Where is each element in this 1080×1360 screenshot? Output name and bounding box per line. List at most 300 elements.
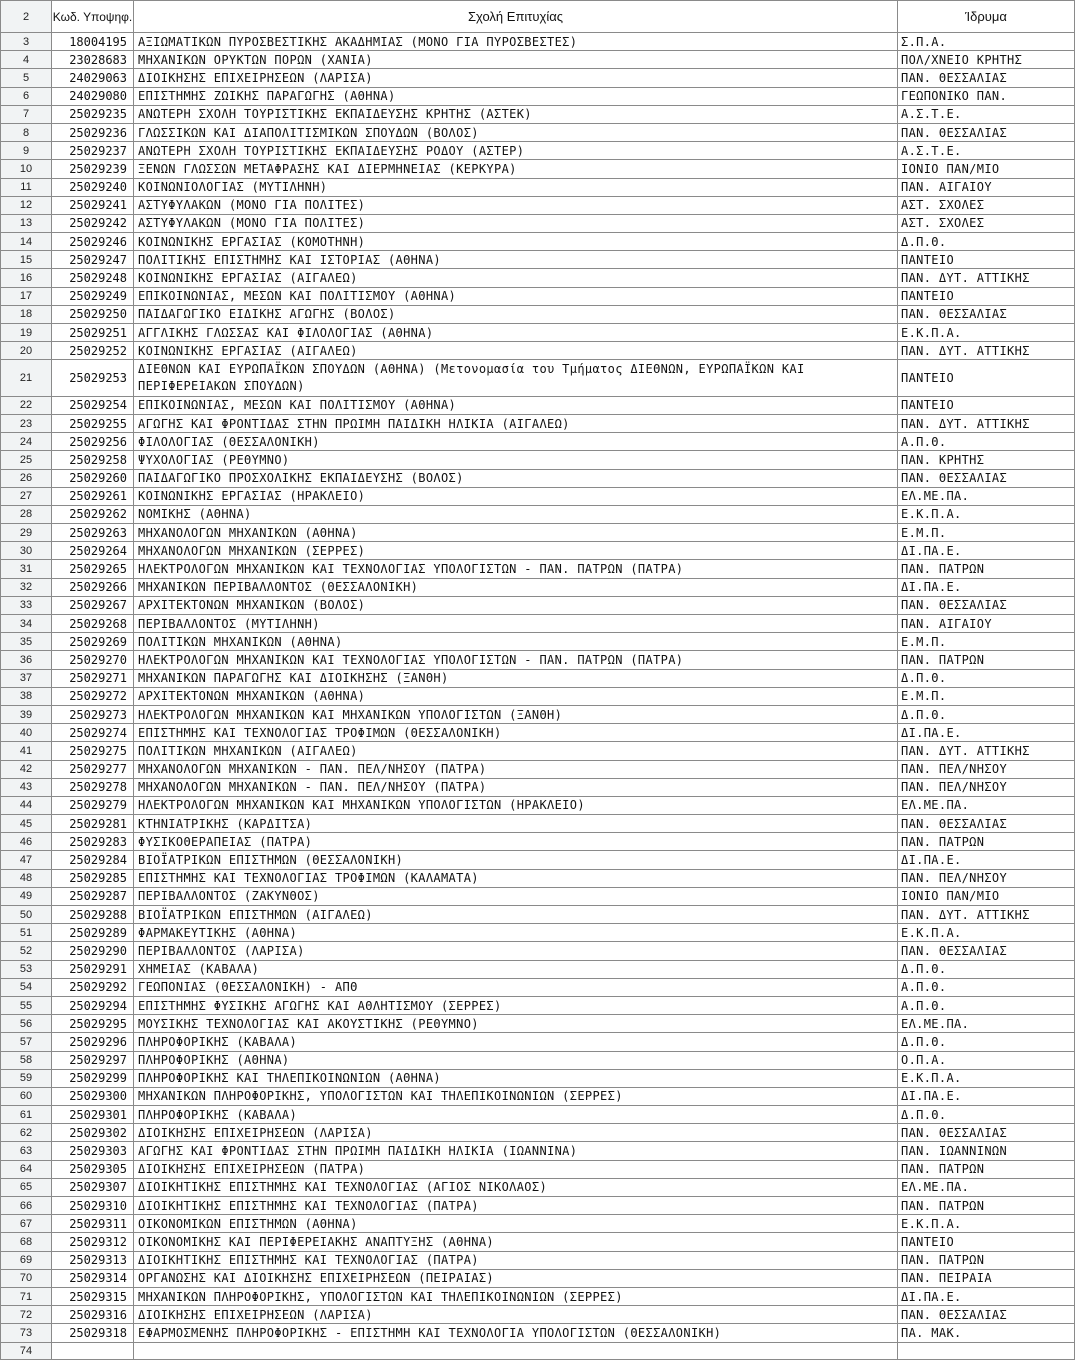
table-row [1, 1306, 1075, 1324]
institution-cell[interactable]: ΔΙ.ΠΑ.Ε. [898, 851, 1075, 869]
row-number[interactable]: 31 [1, 560, 52, 578]
row-number[interactable]: 3 [1, 33, 52, 51]
candidate-code-cell[interactable]: 25029291 [52, 960, 134, 978]
institution-cell[interactable]: ΠΑΝ. ΔΥΤ. ΑΤΤΙΚΗΣ [898, 269, 1075, 287]
school-cell[interactable]: ΠΛΗΡΟΦΟΡΙΚΗΣ (ΑΘΗΝΑ) [134, 1051, 898, 1069]
institution-cell[interactable]: ΠΑΝ. ΠΑΤΡΩΝ [898, 833, 1075, 851]
school-cell[interactable]: ΠΕΡΙΒΑΛΛΟΝΤΟΣ (ΛΑΡΙΣΑ) [134, 942, 898, 960]
candidate-code-cell[interactable]: 25029271 [52, 669, 134, 687]
school-cell[interactable]: ΜΗΧΑΝΙΚΩΝ ΠΕΡΙΒΑΛΛΟΝΤΟΣ (ΘΕΣΣΑΛΟΝΙΚΗ) [134, 578, 898, 596]
institution-cell[interactable]: Σ.Π.Α. [898, 33, 1075, 51]
school-cell[interactable]: ΕΠΙΣΤΗΜΗΣ ΚΑΙ ΤΕΧΝΟΛΟΓΙΑΣ ΤΡΟΦΙΜΩΝ (ΘΕΣΣΑΛΟΝΙΚΗ) [134, 724, 898, 742]
row-number[interactable]: 15 [1, 251, 52, 269]
school-cell[interactable]: ΑΞΙΩΜΑΤΙΚΩΝ ΠΥΡΟΣΒΕΣΤΙΚΗΣ ΑΚΑΔΗΜΙΑΣ (ΜΟΝΟ ΓΙΑ ΠΥΡΟΣΒΕΣΤΕΣ) [134, 33, 898, 51]
row-number[interactable]: 70 [1, 1269, 52, 1287]
row-number[interactable]: 16 [1, 269, 52, 287]
candidate-code-cell[interactable]: 25029288 [52, 906, 134, 924]
institution-cell[interactable]: ΙΟΝΙΟ ΠΑΝ/ΜΙΟ [898, 160, 1075, 178]
header-candidate-code[interactable]: Κωδ. Υποψηφ. [52, 1, 134, 33]
row-number[interactable]: 6 [1, 87, 52, 105]
institution-cell[interactable]: Ε.Κ.Π.Α. [898, 1215, 1075, 1233]
institution-cell[interactable]: ΑΣΤ. ΣΧΟΛΕΣ [898, 214, 1075, 232]
school-cell[interactable]: ΠΛΗΡΟΦΟΡΙΚΗΣ (ΚΑΒΑΛΑ) [134, 1033, 898, 1051]
candidate-code-cell[interactable]: 25029302 [52, 1124, 134, 1142]
row-number[interactable]: 60 [1, 1087, 52, 1105]
candidate-code-cell[interactable]: 25029269 [52, 633, 134, 651]
row-number[interactable]: 35 [1, 633, 52, 651]
row-number[interactable]: 2 [1, 1, 52, 33]
candidate-code-cell[interactable]: 25029249 [52, 287, 134, 305]
row-number[interactable]: 51 [1, 924, 52, 942]
row-number[interactable]: 52 [1, 942, 52, 960]
row-number[interactable]: 45 [1, 815, 52, 833]
candidate-code-cell[interactable]: 25029237 [52, 142, 134, 160]
row-number[interactable]: 29 [1, 524, 52, 542]
candidate-code-cell[interactable]: 25029253 [52, 360, 134, 396]
school-cell[interactable]: ΔΙΟΙΚΗΤΙΚΗΣ ΕΠΙΣΤΗΜΗΣ ΚΑΙ ΤΕΧΝΟΛΟΓΙΑΣ (ΠΑΤΡΑ) [134, 1251, 898, 1269]
row-number[interactable]: 24 [1, 433, 52, 451]
table-row [1, 1142, 1075, 1160]
institution-cell[interactable]: ΠΑΝ. ΠΑΤΡΩΝ [898, 560, 1075, 578]
institution-cell[interactable]: ΠΑΝ. ΔΥΤ. ΑΤΤΙΚΗΣ [898, 342, 1075, 360]
row-number[interactable]: 14 [1, 233, 52, 251]
row-number[interactable]: 65 [1, 1178, 52, 1196]
institution-cell[interactable]: Ο.Π.Α. [898, 1051, 1075, 1069]
row-number[interactable]: 17 [1, 287, 52, 305]
institution-cell[interactable]: ΠΑΝ. ΠΑΤΡΩΝ [898, 1251, 1075, 1269]
candidate-code-cell[interactable]: 25029287 [52, 887, 134, 905]
school-cell[interactable]: ΦΙΛΟΛΟΓΙΑΣ (ΘΕΣΣΑΛΟΝΙΚΗ) [134, 433, 898, 451]
candidate-code-cell[interactable]: 25029279 [52, 796, 134, 814]
institution-cell[interactable]: ΔΙ.ΠΑ.Ε. [898, 542, 1075, 560]
candidate-code-cell[interactable]: 24029063 [52, 69, 134, 87]
institution-cell[interactable]: ΕΛ.ΜΕ.ΠΑ. [898, 796, 1075, 814]
school-cell[interactable]: ΠΑΙΔΑΓΩΓΙΚΟ ΠΡΟΣΧΟΛΙΚΗΣ ΕΚΠΑΙΔΕΥΣΗΣ (ΒΟΛΟΣ) [134, 469, 898, 487]
candidate-code-cell[interactable]: 25029240 [52, 178, 134, 196]
institution-cell[interactable]: ΠΑΝ. ΘΕΣΣΑΛΙΑΣ [898, 596, 1075, 614]
candidate-code-cell[interactable]: 25029315 [52, 1287, 134, 1305]
institution-cell[interactable]: ΠΑΝ. ΠΕΛ/ΝΗΣΟΥ [898, 869, 1075, 887]
school-cell[interactable]: ΗΛΕΚΤΡΟΛΟΓΩΝ ΜΗΧΑΝΙΚΩΝ ΚΑΙ ΜΗΧΑΝΙΚΩΝ ΥΠΟΛΟΓΙΣΤΩΝ (ΗΡΑΚΛΕΙΟ) [134, 796, 898, 814]
candidate-code-cell[interactable]: 24029080 [52, 87, 134, 105]
school-cell[interactable]: ΑΣΤΥΦΥΛΑΚΩΝ (ΜΟΝΟ ΓΙΑ ΠΟΛΙΤΕΣ) [134, 196, 898, 214]
school-cell[interactable]: ΚΤΗΝΙΑΤΡΙΚΗΣ (ΚΑΡΔΙΤΣΑ) [134, 815, 898, 833]
school-cell[interactable]: ΕΠΙΣΤΗΜΗΣ ΦΥΣΙΚΗΣ ΑΓΩΓΗΣ ΚΑΙ ΑΘΛΗΤΙΣΜΟΥ (ΣΕΡΡΕΣ) [134, 996, 898, 1014]
candidate-code-cell[interactable]: 25029247 [52, 251, 134, 269]
institution-cell[interactable]: Ε.Μ.Π. [898, 633, 1075, 651]
school-cell[interactable]: ΗΛΕΚΤΡΟΛΟΓΩΝ ΜΗΧΑΝΙΚΩΝ ΚΑΙ ΤΕΧΝΟΛΟΓΙΑΣ ΥΠΟΛΟΓΙΣΤΩΝ - ΠΑΝ. ΠΑΤΡΩΝ (ΠΑΤΡΑ) [134, 651, 898, 669]
institution-cell[interactable]: ΕΛ.ΜΕ.ΠΑ. [898, 487, 1075, 505]
table-row [1, 251, 1075, 269]
row-number[interactable]: 40 [1, 724, 52, 742]
school-cell[interactable]: ΔΙΟΙΚΗΣΗΣ ΕΠΙΧΕΙΡΗΣΕΩΝ (ΛΑΡΙΣΑ) [134, 1124, 898, 1142]
candidate-code-cell[interactable]: 25029260 [52, 469, 134, 487]
school-cell[interactable]: ΓΕΩΠΟΝΙΑΣ (ΘΕΣΣΑΛΟΝΙΚΗ) - ΑΠΘ [134, 978, 898, 996]
candidate-code-cell[interactable]: 25029303 [52, 1142, 134, 1160]
institution-cell[interactable]: ΠΑΝ. ΘΕΣΣΑΛΙΑΣ [898, 123, 1075, 141]
candidate-code-cell[interactable]: 25029248 [52, 269, 134, 287]
institution-cell[interactable]: Α.Σ.Τ.Ε. [898, 142, 1075, 160]
row-number[interactable]: 13 [1, 214, 52, 232]
institution-cell[interactable]: ΠΟΛ/ΧΝΕΙΟ ΚΡΗΤΗΣ [898, 51, 1075, 69]
institution-cell[interactable]: ΓΕΩΠΟΝΙΚΟ ΠΑΝ. [898, 87, 1075, 105]
institution-cell[interactable]: Δ.Π.Θ. [898, 233, 1075, 251]
table-row [1, 815, 1075, 833]
school-cell[interactable]: ΜΗΧΑΝΙΚΩΝ ΠΑΡΑΓΩΓΗΣ ΚΑΙ ΔΙΟΙΚΗΣΗΣ (ΞΑΝΘΗ) [134, 669, 898, 687]
candidate-code-cell[interactable]: 25029307 [52, 1178, 134, 1196]
school-cell[interactable]: ΠΕΡΙΒΑΛΛΟΝΤΟΣ (ΖΑΚΥΝΘΟΣ) [134, 887, 898, 905]
school-cell[interactable]: ΕΠΙΣΤΗΜΗΣ ΖΩΙΚΗΣ ΠΑΡΑΓΩΓΗΣ (ΑΘΗΝΑ) [134, 87, 898, 105]
row-number[interactable]: 11 [1, 178, 52, 196]
candidate-code-cell[interactable]: 25029313 [52, 1251, 134, 1269]
candidate-code-cell[interactable]: 25029273 [52, 705, 134, 723]
school-cell[interactable]: ΗΛΕΚΤΡΟΛΟΓΩΝ ΜΗΧΑΝΙΚΩΝ ΚΑΙ ΜΗΧΑΝΙΚΩΝ ΥΠΟΛΟΓΙΣΤΩΝ (ΞΑΝΘΗ) [134, 705, 898, 723]
institution-cell[interactable]: Α.Π.Θ. [898, 433, 1075, 451]
school-cell[interactable]: ΠΑΙΔΑΓΩΓΙΚΟ ΕΙΔΙΚΗΣ ΑΓΩΓΗΣ (ΒΟΛΟΣ) [134, 305, 898, 323]
row-number[interactable]: 61 [1, 1106, 52, 1124]
school-cell[interactable]: ΚΟΙΝΩΝΙΟΛΟΓΙΑΣ (ΜΥΤΙΛΗΝΗ) [134, 178, 898, 196]
institution-cell[interactable]: Ε.Μ.Π. [898, 687, 1075, 705]
institution-cell[interactable]: Ε.Κ.Π.Α. [898, 1069, 1075, 1087]
candidate-code-cell[interactable]: 25029312 [52, 1233, 134, 1251]
candidate-code-cell[interactable]: 23028683 [52, 51, 134, 69]
school-cell[interactable]: ΚΟΙΝΩΝΙΚΗΣ ΕΡΓΑΣΙΑΣ (ΑΙΓΑΛΕΩ) [134, 269, 898, 287]
candidate-code-cell[interactable] [52, 1342, 134, 1359]
row-number[interactable]: 18 [1, 305, 52, 323]
candidate-code-cell[interactable]: 25029254 [52, 396, 134, 414]
school-cell[interactable]: ΑΡΧΙΤΕΚΤΟΝΩΝ ΜΗΧΑΝΙΚΩΝ (ΒΟΛΟΣ) [134, 596, 898, 614]
school-cell[interactable]: ΔΙΟΙΚΗΣΗΣ ΕΠΙΧΕΙΡΗΣΕΩΝ (ΛΑΡΙΣΑ) [134, 69, 898, 87]
school-cell[interactable]: ΔΙΟΙΚΗΣΗΣ ΕΠΙΧΕΙΡΗΣΕΩΝ (ΠΑΤΡΑ) [134, 1160, 898, 1178]
candidate-code-cell[interactable]: 25029299 [52, 1069, 134, 1087]
row-number[interactable]: 73 [1, 1324, 52, 1342]
school-cell[interactable]: ΑΓΓΛΙΚΗΣ ΓΛΩΣΣΑΣ ΚΑΙ ΦΙΛΟΛΟΓΙΑΣ (ΑΘΗΝΑ) [134, 324, 898, 342]
row-number[interactable]: 63 [1, 1142, 52, 1160]
row-number[interactable]: 21 [1, 360, 52, 396]
institution-cell[interactable]: ΠΑΝΤΕΙΟ [898, 1233, 1075, 1251]
candidate-code-cell[interactable]: 25029314 [52, 1269, 134, 1287]
row-number[interactable]: 43 [1, 778, 52, 796]
school-cell[interactable]: ΔΙΕΘΝΩΝ ΚΑΙ ΕΥΡΩΠΑΪΚΩΝ ΣΠΟΥΔΩΝ (ΑΘΗΝΑ) (Μετονομασία του Τμήματος ΔΙΕΘΝΩΝ, ΕΥΡΩΠΑΪΚΩΝ ΚΑΙ ΠΕΡΙΦΕΡΕΙΑΚΩΝ ΣΠΟΥΔΩΝ) [134, 360, 898, 396]
school-cell[interactable]: ΓΛΩΣΣΙΚΩΝ ΚΑΙ ΔΙΑΠΟΛΙΤΙΣΜΙΚΩΝ ΣΠΟΥΔΩΝ (ΒΟΛΟΣ) [134, 123, 898, 141]
row-number[interactable]: 71 [1, 1287, 52, 1305]
candidate-code-cell[interactable]: 18004195 [52, 33, 134, 51]
institution-cell[interactable]: Α.Σ.Τ.Ε. [898, 105, 1075, 123]
table-row [1, 1033, 1075, 1051]
school-cell[interactable]: ΔΙΟΙΚΗΤΙΚΗΣ ΕΠΙΣΤΗΜΗΣ ΚΑΙ ΤΕΧΝΟΛΟΓΙΑΣ (ΠΑΤΡΑ) [134, 1197, 898, 1215]
school-cell[interactable]: ΜΗΧΑΝΙΚΩΝ ΠΛΗΡΟΦΟΡΙΚΗΣ, ΥΠΟΛΟΓΙΣΤΩΝ ΚΑΙ ΤΗΛΕΠΙΚΟΙΝΩΝΙΩΝ (ΣΕΡΡΕΣ) [134, 1087, 898, 1105]
row-number[interactable]: 44 [1, 796, 52, 814]
school-cell[interactable]: ΠΛΗΡΟΦΟΡΙΚΗΣ (ΚΑΒΑΛΑ) [134, 1106, 898, 1124]
institution-cell[interactable]: ΠΑΝ. ΔΥΤ. ΑΤΤΙΚΗΣ [898, 906, 1075, 924]
row-number[interactable]: 67 [1, 1215, 52, 1233]
school-cell[interactable]: ΒΙΟΪΑΤΡΙΚΩΝ ΕΠΙΣΤΗΜΩΝ (ΑΙΓΑΛΕΩ) [134, 906, 898, 924]
row-number[interactable]: 33 [1, 596, 52, 614]
school-cell[interactable]: ΕΠΙΚΟΙΝΩΝΙΑΣ, ΜΕΣΩΝ ΚΑΙ ΠΟΛΙΤΙΣΜΟΥ (ΑΘΗΝΑ) [134, 287, 898, 305]
candidate-code-cell[interactable]: 25029272 [52, 687, 134, 705]
school-cell[interactable]: ΑΓΩΓΗΣ ΚΑΙ ΦΡΟΝΤΙΔΑΣ ΣΤΗΝ ΠΡΩΙΜΗ ΠΑΙΔΙΚΗ ΗΛΙΚΙΑ (ΙΩΑΝΝΙΝΑ) [134, 1142, 898, 1160]
table-row [1, 705, 1075, 723]
row-number[interactable]: 49 [1, 887, 52, 905]
row-number[interactable]: 64 [1, 1160, 52, 1178]
school-cell[interactable]: ΧΗΜΕΙΑΣ (ΚΑΒΑΛΑ) [134, 960, 898, 978]
school-cell[interactable]: ΚΟΙΝΩΝΙΚΗΣ ΕΡΓΑΣΙΑΣ (ΗΡΑΚΛΕΙΟ) [134, 487, 898, 505]
institution-cell[interactable]: ΠΑΝΤΕΙΟ [898, 287, 1075, 305]
row-number[interactable]: 55 [1, 996, 52, 1014]
institution-cell[interactable]: Ε.Κ.Π.Α. [898, 505, 1075, 523]
institution-cell[interactable]: ΠΑΝ. ΔΥΤ. ΑΤΤΙΚΗΣ [898, 414, 1075, 432]
candidate-code-cell[interactable]: 25029250 [52, 305, 134, 323]
row-number[interactable]: 74 [1, 1342, 52, 1359]
candidate-code-cell[interactable]: 25029283 [52, 833, 134, 851]
header-school[interactable]: Σχολή Επιτυχίας [134, 1, 898, 33]
school-cell[interactable]: ΝΟΜΙΚΗΣ (ΑΘΗΝΑ) [134, 505, 898, 523]
school-cell[interactable] [134, 1342, 898, 1359]
row-number[interactable]: 46 [1, 833, 52, 851]
candidate-code-cell[interactable]: 25029301 [52, 1106, 134, 1124]
institution-cell[interactable]: ΕΛ.ΜΕ.ΠΑ. [898, 1015, 1075, 1033]
candidate-code-cell[interactable]: 25029261 [52, 487, 134, 505]
institution-cell[interactable]: ΠΑΝ. ΘΕΣΣΑΛΙΑΣ [898, 942, 1075, 960]
candidate-code-cell[interactable]: 25029236 [52, 123, 134, 141]
school-cell[interactable]: ΟΙΚΟΝΟΜΙΚΗΣ ΚΑΙ ΠΕΡΙΦΕΡΕΙΑΚΗΣ ΑΝΑΠΤΥΞΗΣ (ΑΘΗΝΑ) [134, 1233, 898, 1251]
candidate-code-cell[interactable]: 25029264 [52, 542, 134, 560]
candidate-code-cell[interactable]: 25029289 [52, 924, 134, 942]
row-number[interactable]: 7 [1, 105, 52, 123]
institution-cell[interactable]: ΠΑΝΤΕΙΟ [898, 251, 1075, 269]
school-cell[interactable]: ΕΠΙΣΤΗΜΗΣ ΚΑΙ ΤΕΧΝΟΛΟΓΙΑΣ ΤΡΟΦΙΜΩΝ (ΚΑΛΑΜΑΤΑ) [134, 869, 898, 887]
candidate-code-cell[interactable]: 25029285 [52, 869, 134, 887]
school-cell[interactable]: ΑΝΩΤΕΡΗ ΣΧΟΛΗ ΤΟΥΡΙΣΤΙΚΗΣ ΕΚΠΑΙΔΕΥΣΗΣ ΡΟΔΟΥ (ΑΣΤΕΡ) [134, 142, 898, 160]
candidate-code-cell[interactable]: 25029235 [52, 105, 134, 123]
candidate-code-cell[interactable]: 25029278 [52, 778, 134, 796]
institution-cell[interactable]: ΠΑΝ. ΘΕΣΣΑΛΙΑΣ [898, 469, 1075, 487]
school-cell[interactable]: ΠΟΛΙΤΙΚΩΝ ΜΗΧΑΝΙΚΩΝ (ΑΙΓΑΛΕΩ) [134, 742, 898, 760]
institution-cell[interactable]: ΠΑΝ. ΔΥΤ. ΑΤΤΙΚΗΣ [898, 742, 1075, 760]
row-number[interactable]: 58 [1, 1051, 52, 1069]
institution-cell[interactable]: ΠΑΝ. ΘΕΣΣΑΛΙΑΣ [898, 305, 1075, 323]
row-number[interactable]: 22 [1, 396, 52, 414]
row-number[interactable]: 53 [1, 960, 52, 978]
header-institution[interactable]: Ίδρυμα [898, 1, 1075, 33]
row-number[interactable]: 5 [1, 69, 52, 87]
candidate-code-cell[interactable]: 25029241 [52, 196, 134, 214]
institution-cell[interactable]: ΔΙ.ΠΑ.Ε. [898, 724, 1075, 742]
candidate-code-cell[interactable]: 25029266 [52, 578, 134, 596]
candidate-code-cell[interactable]: 25029242 [52, 214, 134, 232]
row-number[interactable]: 26 [1, 469, 52, 487]
institution-cell[interactable]: Α.Π.Θ. [898, 996, 1075, 1014]
institution-cell[interactable]: Ε.Μ.Π. [898, 524, 1075, 542]
institution-cell[interactable]: ΠΑΝ. ΠΑΤΡΩΝ [898, 651, 1075, 669]
institution-cell[interactable]: Δ.Π.Θ. [898, 960, 1075, 978]
row-number[interactable]: 36 [1, 651, 52, 669]
candidate-code-cell[interactable]: 25029274 [52, 724, 134, 742]
institution-cell[interactable]: ΠΑΝ. ΘΕΣΣΑΛΙΑΣ [898, 815, 1075, 833]
school-cell[interactable]: ΜΗΧΑΝΙΚΩΝ ΟΡΥΚΤΩΝ ΠΟΡΩΝ (ΧΑΝΙΑ) [134, 51, 898, 69]
candidate-code-cell[interactable]: 25029262 [52, 505, 134, 523]
institution-cell[interactable]: ΔΙ.ΠΑ.Ε. [898, 578, 1075, 596]
institution-cell[interactable]: ΔΙ.ΠΑ.Ε. [898, 1087, 1075, 1105]
school-cell[interactable]: ΕΠΙΚΟΙΝΩΝΙΑΣ, ΜΕΣΩΝ ΚΑΙ ΠΟΛΙΤΙΣΜΟΥ (ΑΘΗΝΑ) [134, 396, 898, 414]
table-body [1, 33, 1075, 1360]
school-cell[interactable]: ΗΛΕΚΤΡΟΛΟΓΩΝ ΜΗΧΑΝΙΚΩΝ ΚΑΙ ΤΕΧΝΟΛΟΓΙΑΣ ΥΠΟΛΟΓΙΣΤΩΝ - ΠΑΝ. ΠΑΤΡΩΝ (ΠΑΤΡΑ) [134, 560, 898, 578]
institution-cell[interactable]: ΕΛ.ΜΕ.ΠΑ. [898, 1178, 1075, 1196]
candidate-code-cell[interactable]: 25029258 [52, 451, 134, 469]
row-number[interactable]: 68 [1, 1233, 52, 1251]
row-number[interactable]: 54 [1, 978, 52, 996]
row-number[interactable]: 59 [1, 1069, 52, 1087]
institution-cell[interactable]: ΠΑΝ. ΘΕΣΣΑΛΙΑΣ [898, 69, 1075, 87]
institution-cell[interactable]: Ε.Κ.Π.Α. [898, 324, 1075, 342]
row-number[interactable]: 10 [1, 160, 52, 178]
row-number[interactable]: 50 [1, 906, 52, 924]
school-cell[interactable]: ΑΣΤΥΦΥΛΑΚΩΝ (ΜΟΝΟ ΓΙΑ ΠΟΛΙΤΕΣ) [134, 214, 898, 232]
institution-cell[interactable]: Δ.Π.Θ. [898, 705, 1075, 723]
school-cell[interactable]: ΨΥΧΟΛΟΓΙΑΣ (ΡΕΘΥΜΝΟ) [134, 451, 898, 469]
school-cell[interactable]: ΚΟΙΝΩΝΙΚΗΣ ΕΡΓΑΣΙΑΣ (ΑΙΓΑΛΕΩ) [134, 342, 898, 360]
row-number[interactable]: 62 [1, 1124, 52, 1142]
institution-cell[interactable]: ΠΑΝ. ΚΡΗΤΗΣ [898, 451, 1075, 469]
school-cell[interactable]: ΠΟΛΙΤΙΚΩΝ ΜΗΧΑΝΙΚΩΝ (ΑΘΗΝΑ) [134, 633, 898, 651]
school-cell[interactable]: ΦΥΣΙΚΟΘΕΡΑΠΕΙΑΣ (ΠΑΤΡΑ) [134, 833, 898, 851]
candidate-code-cell[interactable]: 25029246 [52, 233, 134, 251]
row-number[interactable]: 57 [1, 1033, 52, 1051]
row-number[interactable]: 66 [1, 1197, 52, 1215]
row-number[interactable]: 30 [1, 542, 52, 560]
candidate-code-cell[interactable]: 25029316 [52, 1306, 134, 1324]
row-number[interactable]: 69 [1, 1251, 52, 1269]
candidate-code-cell[interactable]: 25029300 [52, 1087, 134, 1105]
candidate-code-cell[interactable]: 25029255 [52, 414, 134, 432]
school-cell[interactable]: ΑΓΩΓΗΣ ΚΑΙ ΦΡΟΝΤΙΔΑΣ ΣΤΗΝ ΠΡΩΙΜΗ ΠΑΙΔΙΚΗ ΗΛΙΚΙΑ (ΑΙΓΑΛΕΩ) [134, 414, 898, 432]
institution-cell[interactable]: Δ.Π.Θ. [898, 669, 1075, 687]
table-row [1, 305, 1075, 323]
row-number[interactable]: 47 [1, 851, 52, 869]
school-cell[interactable]: ΟΡΓΑΝΩΣΗΣ ΚΑΙ ΔΙΟΙΚΗΣΗΣ ΕΠΙΧΕΙΡΗΣΕΩΝ (ΠΕΙΡΑΙΑΣ) [134, 1269, 898, 1287]
row-number[interactable]: 12 [1, 196, 52, 214]
row-number[interactable]: 4 [1, 51, 52, 69]
candidate-code-cell[interactable]: 25029290 [52, 942, 134, 960]
institution-cell[interactable]: ΠΑΝ. ΑΙΓΑΙΟΥ [898, 615, 1075, 633]
row-number[interactable]: 37 [1, 669, 52, 687]
institution-cell[interactable]: ΠΑΝ. ΘΕΣΣΑΛΙΑΣ [898, 1306, 1075, 1324]
school-cell[interactable]: ΚΟΙΝΩΝΙΚΗΣ ΕΡΓΑΣΙΑΣ (ΚΟΜΟΤΗΝΗ) [134, 233, 898, 251]
institution-cell[interactable]: ΑΣΤ. ΣΧΟΛΕΣ [898, 196, 1075, 214]
candidate-code-cell[interactable]: 25029256 [52, 433, 134, 451]
row-number[interactable]: 34 [1, 615, 52, 633]
school-cell[interactable]: ΜΗΧΑΝΟΛΟΓΩΝ ΜΗΧΑΝΙΚΩΝ (ΣΕΡΡΕΣ) [134, 542, 898, 560]
candidate-code-cell[interactable]: 25029292 [52, 978, 134, 996]
row-number[interactable]: 8 [1, 123, 52, 141]
institution-cell[interactable] [898, 1342, 1075, 1359]
candidate-code-cell[interactable]: 25029251 [52, 324, 134, 342]
row-number[interactable]: 27 [1, 487, 52, 505]
candidate-code-cell[interactable]: 25029296 [52, 1033, 134, 1051]
row-number[interactable]: 48 [1, 869, 52, 887]
candidate-code-cell[interactable]: 25029239 [52, 160, 134, 178]
candidate-code-cell[interactable]: 25029318 [52, 1324, 134, 1342]
candidate-code-cell[interactable]: 25029281 [52, 815, 134, 833]
school-cell[interactable]: ΜΟΥΣΙΚΗΣ ΤΕΧΝΟΛΟΓΙΑΣ ΚΑΙ ΑΚΟΥΣΤΙΚΗΣ (ΡΕΘΥΜΝΟ) [134, 1015, 898, 1033]
school-cell[interactable]: ΞΕΝΩΝ ΓΛΩΣΣΩΝ ΜΕΤΑΦΡΑΣΗΣ ΚΑΙ ΔΙΕΡΜΗΝΕΙΑΣ (ΚΕΡΚΥΡΑ) [134, 160, 898, 178]
institution-cell[interactable]: ΠΑΝ. ΑΙΓΑΙΟΥ [898, 178, 1075, 196]
institution-cell[interactable]: ΠΑΝ. ΙΩΑΝΝΙΝΩΝ [898, 1142, 1075, 1160]
row-number[interactable]: 56 [1, 1015, 52, 1033]
school-cell[interactable]: ΔΙΟΙΚΗΤΙΚΗΣ ΕΠΙΣΤΗΜΗΣ ΚΑΙ ΤΕΧΝΟΛΟΓΙΑΣ (ΑΓΙΟΣ ΝΙΚΟΛΑΟΣ) [134, 1178, 898, 1196]
institution-cell[interactable]: ΠΑΝ. ΠΕΛ/ΝΗΣΟΥ [898, 778, 1075, 796]
institution-cell[interactable]: ΠΑΝ. ΠΕΛ/ΝΗΣΟΥ [898, 760, 1075, 778]
institution-cell[interactable]: ΔΙ.ΠΑ.Ε. [898, 1287, 1075, 1305]
school-cell[interactable]: ΠΕΡΙΒΑΛΛΟΝΤΟΣ (ΜΥΤΙΛΗΝΗ) [134, 615, 898, 633]
candidate-code-cell[interactable]: 25029268 [52, 615, 134, 633]
school-cell[interactable]: ΦΑΡΜΑΚΕΥΤΙΚΗΣ (ΑΘΗΝΑ) [134, 924, 898, 942]
institution-cell[interactable]: ΙΟΝΙΟ ΠΑΝ/ΜΙΟ [898, 887, 1075, 905]
candidate-code-cell[interactable]: 25029305 [52, 1160, 134, 1178]
institution-cell[interactable]: ΠΑ. ΜΑΚ. [898, 1324, 1075, 1342]
candidate-code-cell[interactable]: 25029311 [52, 1215, 134, 1233]
school-cell[interactable]: ΑΝΩΤΕΡΗ ΣΧΟΛΗ ΤΟΥΡΙΣΤΙΚΗΣ ΕΚΠΑΙΔΕΥΣΗΣ ΚΡΗΤΗΣ (ΑΣΤΕΚ) [134, 105, 898, 123]
school-cell[interactable]: ΜΗΧΑΝΟΛΟΓΩΝ ΜΗΧΑΝΙΚΩΝ - ΠΑΝ. ΠΕΛ/ΝΗΣΟΥ (ΠΑΤΡΑ) [134, 778, 898, 796]
candidate-code-cell[interactable]: 25029295 [52, 1015, 134, 1033]
institution-cell[interactable]: ΠΑΝ. ΠΕΙΡΑΙΑ [898, 1269, 1075, 1287]
row-number[interactable]: 32 [1, 578, 52, 596]
candidate-code-cell[interactable]: 25029263 [52, 524, 134, 542]
candidate-code-cell[interactable]: 25029267 [52, 596, 134, 614]
school-cell[interactable]: ΕΦΑΡΜΟΣΜΕΝΗΣ ΠΛΗΡΟΦΟΡΙΚΗΣ - ΕΠΙΣΤΗΜΗ ΚΑΙ ΤΕΧΝΟΛΟΓΙΑ ΥΠΟΛΟΓΙΣΤΩΝ (ΘΕΣΣΑΛΟΝΙΚΗ) [134, 1324, 898, 1342]
school-cell[interactable]: ΠΟΛΙΤΙΚΗΣ ΕΠΙΣΤΗΜΗΣ ΚΑΙ ΙΣΤΟΡΙΑΣ (ΑΘΗΝΑ) [134, 251, 898, 269]
candidate-code-cell[interactable]: 25029275 [52, 742, 134, 760]
institution-cell[interactable]: ΠΑΝΤΕΙΟ [898, 396, 1075, 414]
candidate-code-cell[interactable]: 25029270 [52, 651, 134, 669]
row-number[interactable]: 20 [1, 342, 52, 360]
row-number[interactable]: 28 [1, 505, 52, 523]
candidate-code-cell[interactable]: 25029310 [52, 1197, 134, 1215]
candidate-code-cell[interactable]: 25029277 [52, 760, 134, 778]
row-number[interactable]: 19 [1, 324, 52, 342]
institution-cell[interactable]: Α.Π.Θ. [898, 978, 1075, 996]
row-number[interactable]: 72 [1, 1306, 52, 1324]
institution-cell[interactable]: ΠΑΝ. ΠΑΤΡΩΝ [898, 1197, 1075, 1215]
institution-cell[interactable]: ΠΑΝ. ΘΕΣΣΑΛΙΑΣ [898, 1124, 1075, 1142]
institution-cell[interactable]: ΠΑΝΤΕΙΟ [898, 360, 1075, 396]
row-number[interactable]: 39 [1, 705, 52, 723]
institution-cell[interactable]: Δ.Π.Θ. [898, 1033, 1075, 1051]
school-cell[interactable]: ΔΙΟΙΚΗΣΗΣ ΕΠΙΧΕΙΡΗΣΕΩΝ (ΛΑΡΙΣΑ) [134, 1306, 898, 1324]
row-number[interactable]: 41 [1, 742, 52, 760]
candidate-code-cell[interactable]: 25029284 [52, 851, 134, 869]
row-number[interactable]: 42 [1, 760, 52, 778]
school-cell[interactable]: ΒΙΟΪΑΤΡΙΚΩΝ ΕΠΙΣΤΗΜΩΝ (ΘΕΣΣΑΛΟΝΙΚΗ) [134, 851, 898, 869]
school-cell[interactable]: ΜΗΧΑΝΟΛΟΓΩΝ ΜΗΧΑΝΙΚΩΝ (ΑΘΗΝΑ) [134, 524, 898, 542]
school-cell[interactable]: ΟΙΚΟΝΟΜΙΚΩΝ ΕΠΙΣΤΗΜΩΝ (ΑΘΗΝΑ) [134, 1215, 898, 1233]
row-number[interactable]: 38 [1, 687, 52, 705]
school-cell[interactable]: ΜΗΧΑΝΟΛΟΓΩΝ ΜΗΧΑΝΙΚΩΝ - ΠΑΝ. ΠΕΛ/ΝΗΣΟΥ (ΠΑΤΡΑ) [134, 760, 898, 778]
candidate-code-cell[interactable]: 25029252 [52, 342, 134, 360]
candidate-code-cell[interactable]: 25029294 [52, 996, 134, 1014]
institution-cell[interactable]: Ε.Κ.Π.Α. [898, 924, 1075, 942]
row-number[interactable]: 23 [1, 414, 52, 432]
row-number[interactable]: 25 [1, 451, 52, 469]
institution-cell[interactable]: ΠΑΝ. ΠΑΤΡΩΝ [898, 1160, 1075, 1178]
school-cell[interactable]: ΜΗΧΑΝΙΚΩΝ ΠΛΗΡΟΦΟΡΙΚΗΣ, ΥΠΟΛΟΓΙΣΤΩΝ ΚΑΙ ΤΗΛΕΠΙΚΟΙΝΩΝΙΩΝ (ΣΕΡΡΕΣ) [134, 1287, 898, 1305]
school-cell[interactable]: ΠΛΗΡΟΦΟΡΙΚΗΣ ΚΑΙ ΤΗΛΕΠΙΚΟΙΝΩΝΙΩΝ (ΑΘΗΝΑ) [134, 1069, 898, 1087]
row-number[interactable]: 9 [1, 142, 52, 160]
school-cell[interactable]: ΑΡΧΙΤΕΚΤΟΝΩΝ ΜΗΧΑΝΙΚΩΝ (ΑΘΗΝΑ) [134, 687, 898, 705]
candidate-code-cell[interactable]: 25029265 [52, 560, 134, 578]
candidate-code-cell[interactable]: 25029297 [52, 1051, 134, 1069]
institution-cell[interactable]: Δ.Π.Θ. [898, 1106, 1075, 1124]
